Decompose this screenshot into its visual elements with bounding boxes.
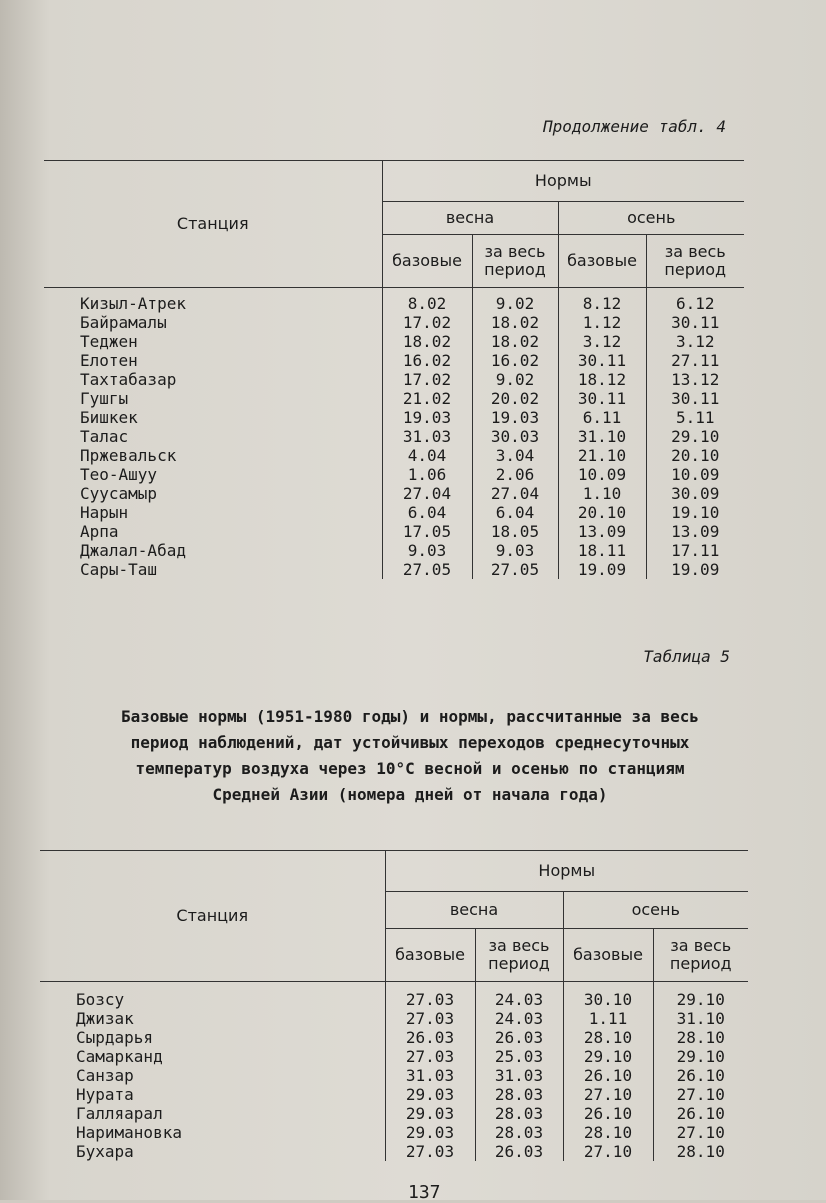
- station-name: Теджен: [80, 332, 138, 351]
- autumn-base-value: 6.11: [558, 408, 646, 427]
- autumn-base-value: 26.10: [563, 1104, 653, 1123]
- spring-base-header: базовые: [385, 929, 475, 982]
- table-row: [40, 1009, 748, 1028]
- station-name: Джалал-Абад: [80, 541, 186, 560]
- autumn-whole-period-value: 27.10: [653, 1085, 748, 1104]
- autumn-whole-period-value: 19.09: [646, 560, 744, 579]
- station-name: Байрамалы: [80, 313, 167, 332]
- station-name: Галляарал: [76, 1104, 163, 1123]
- autumn-header: осень: [558, 202, 744, 235]
- autumn-whole-period-value: 30.09: [646, 484, 744, 503]
- table-row: [44, 522, 744, 541]
- autumn-base-value: 28.10: [563, 1028, 653, 1047]
- autumn-whole-period-value: 20.10: [646, 446, 744, 465]
- spring-header: весна: [385, 892, 563, 929]
- spring-whole-period-value: 27.04: [472, 484, 558, 503]
- spring-base-value: 6.04: [382, 503, 472, 522]
- autumn-whole-period-value: 30.11: [646, 389, 744, 408]
- spring-base-value: 27.03: [385, 1142, 475, 1161]
- autumn-whole-period-value: 19.10: [646, 503, 744, 522]
- spring-base-value: 17.02: [382, 313, 472, 332]
- spring-whole-period-value: 6.04: [472, 503, 558, 522]
- autumn-base-value: 1.11: [563, 1009, 653, 1028]
- autumn-whole-period-value: 27.10: [653, 1123, 748, 1142]
- autumn-base-value: 27.10: [563, 1142, 653, 1161]
- spring-whole-period-value: 20.02: [472, 389, 558, 408]
- spring-whole-period-value: 30.03: [472, 427, 558, 446]
- table-row: [44, 503, 744, 522]
- station-name: Самарканд: [76, 1047, 163, 1066]
- autumn-whole-period-value: 30.11: [646, 313, 744, 332]
- table-row: [40, 1047, 748, 1066]
- station-name: Тахтабазар: [80, 370, 177, 389]
- spring-whole-period-value: 24.03: [475, 982, 563, 1010]
- station-header: Станция: [44, 161, 382, 288]
- spring-base-value: 21.02: [382, 389, 472, 408]
- autumn-base-value: 30.10: [563, 982, 653, 1010]
- station-name: Наримановка: [76, 1123, 182, 1142]
- autumn-whole-period-value: 26.10: [653, 1104, 748, 1123]
- spring-base-value: 19.03: [382, 408, 472, 427]
- spring-whole-period-value: 25.03: [475, 1047, 563, 1066]
- spring-whole-period-value: 24.03: [475, 1009, 563, 1028]
- spring-whole-period-value: 9.02: [472, 288, 558, 314]
- table-row: [40, 1104, 748, 1123]
- autumn-base-value: 20.10: [558, 503, 646, 522]
- table5-label: Таблица 5: [643, 647, 730, 666]
- table-row: [44, 465, 744, 484]
- autumn-base-value: 29.10: [563, 1047, 653, 1066]
- autumn-base-value: 19.09: [558, 560, 646, 579]
- autumn-whole-period-value: 31.10: [653, 1009, 748, 1028]
- spring-base-value: 27.03: [385, 1047, 475, 1066]
- table-row: [44, 408, 744, 427]
- table4: [44, 160, 744, 579]
- table-row: [40, 1066, 748, 1085]
- autumn-whole-period-value: 29.10: [653, 982, 748, 1010]
- table-row: [44, 389, 744, 408]
- autumn-whole-period-header: за весь период: [653, 929, 748, 982]
- spring-whole-period-value: 28.03: [475, 1085, 563, 1104]
- spring-base-value: 31.03: [385, 1066, 475, 1085]
- spring-header: весна: [382, 202, 558, 235]
- spring-base-value: 29.03: [385, 1123, 475, 1142]
- autumn-base-value: 1.12: [558, 313, 646, 332]
- autumn-base-value: 21.10: [558, 446, 646, 465]
- spring-whole-period-value: 18.02: [472, 313, 558, 332]
- table-row: [40, 1028, 748, 1047]
- spring-base-value: 29.03: [385, 1104, 475, 1123]
- spring-base-value: 16.02: [382, 351, 472, 370]
- station-name: Бишкек: [80, 408, 138, 427]
- autumn-whole-period-value: 26.10: [653, 1066, 748, 1085]
- spring-base-value: 18.02: [382, 332, 472, 351]
- page-number: 137: [408, 1182, 441, 1203]
- table-row: [44, 541, 744, 560]
- station-name: Нарын: [80, 503, 129, 522]
- spring-whole-period-value: 3.04: [472, 446, 558, 465]
- station-name: Сырдарья: [76, 1028, 154, 1047]
- station-name: Арпа: [80, 522, 119, 541]
- autumn-whole-period-value: 5.11: [646, 408, 744, 427]
- spring-base-value: 26.03: [385, 1028, 475, 1047]
- table-row: [40, 1085, 748, 1104]
- spring-base-header: базовые: [382, 235, 472, 288]
- spring-base-value: 27.03: [385, 1009, 475, 1028]
- autumn-base-value: 28.10: [563, 1123, 653, 1142]
- autumn-whole-period-header: за весь период: [646, 235, 744, 288]
- spring-whole-period-header: за весь период: [475, 929, 563, 982]
- autumn-base-value: 8.12: [558, 288, 646, 314]
- station-header: Станция: [40, 851, 385, 982]
- spring-whole-period-header: за весь период: [472, 235, 558, 288]
- station-name: Суусамыр: [80, 484, 158, 503]
- table4-continuation-caption: Продолжение табл. 4: [542, 117, 726, 136]
- table-row: [44, 560, 744, 579]
- spring-whole-period-value: 16.02: [472, 351, 558, 370]
- spring-whole-period-value: 26.03: [475, 1142, 563, 1161]
- autumn-base-value: 30.11: [558, 389, 646, 408]
- spring-whole-period-value: 28.03: [475, 1104, 563, 1123]
- autumn-whole-period-value: 3.12: [646, 332, 744, 351]
- table5-title: [40, 704, 780, 808]
- spring-base-value: 4.04: [382, 446, 472, 465]
- autumn-whole-period-value: 13.12: [646, 370, 744, 389]
- autumn-base-value: 30.11: [558, 351, 646, 370]
- station-name: Санзар: [76, 1066, 134, 1085]
- autumn-base-value: 18.12: [558, 370, 646, 389]
- table-row: [40, 1142, 748, 1161]
- table5-title-line: Базовые нормы (1951-1980 годы) и нормы, рассчитанные за весь: [121, 707, 699, 726]
- norms-header: Нормы: [385, 851, 748, 892]
- spring-base-value: 1.06: [382, 465, 472, 484]
- table-row: [44, 484, 744, 503]
- station-name: Бухара: [76, 1142, 134, 1161]
- table-row: [40, 1123, 748, 1142]
- autumn-whole-period-value: 10.09: [646, 465, 744, 484]
- spring-whole-period-value: 18.05: [472, 522, 558, 541]
- table-row: [44, 427, 744, 446]
- table-row: [44, 332, 744, 351]
- autumn-whole-period-value: 17.11: [646, 541, 744, 560]
- station-name: Талас: [80, 427, 129, 446]
- norms-header: Нормы: [382, 161, 744, 202]
- autumn-whole-period-value: 27.11: [646, 351, 744, 370]
- spring-base-value: 27.04: [382, 484, 472, 503]
- station-name: Нурата: [76, 1085, 134, 1104]
- table5-title-line: Средней Азии (номера дней от начала года): [212, 785, 608, 804]
- spring-base-value: 29.03: [385, 1085, 475, 1104]
- station-name: Кизыл-Атрек: [80, 294, 186, 313]
- spring-whole-period-value: 28.03: [475, 1123, 563, 1142]
- autumn-base-header: базовые: [558, 235, 646, 288]
- spring-whole-period-value: 18.02: [472, 332, 558, 351]
- spring-base-value: 8.02: [382, 288, 472, 314]
- station-name: Джизак: [76, 1009, 134, 1028]
- table-row: [44, 288, 744, 314]
- station-name: Тео-Ашуу: [80, 465, 158, 484]
- table-row: [40, 982, 748, 1010]
- spring-base-value: 31.03: [382, 427, 472, 446]
- autumn-whole-period-value: 28.10: [653, 1142, 748, 1161]
- autumn-base-value: 27.10: [563, 1085, 653, 1104]
- autumn-whole-period-value: 29.10: [653, 1047, 748, 1066]
- autumn-base-value: 1.10: [558, 484, 646, 503]
- spring-base-value: 17.05: [382, 522, 472, 541]
- spring-whole-period-value: 9.03: [472, 541, 558, 560]
- table-row: [44, 446, 744, 465]
- autumn-base-value: 10.09: [558, 465, 646, 484]
- autumn-whole-period-value: 28.10: [653, 1028, 748, 1047]
- spring-base-value: 9.03: [382, 541, 472, 560]
- spring-whole-period-value: 31.03: [475, 1066, 563, 1085]
- autumn-base-value: 18.11: [558, 541, 646, 560]
- station-name: Гушгы: [80, 389, 129, 408]
- spring-base-value: 27.03: [385, 982, 475, 1010]
- autumn-base-header: базовые: [563, 929, 653, 982]
- station-name: Сары-Таш: [80, 560, 158, 579]
- table5-title-line: период наблюдений, дат устойчивых переходов среднесуточных: [130, 733, 690, 752]
- station-name: Елотен: [80, 351, 138, 370]
- spring-whole-period-value: 9.02: [472, 370, 558, 389]
- spring-base-value: 27.05: [382, 560, 472, 579]
- autumn-base-value: 26.10: [563, 1066, 653, 1085]
- station-name: Пржевальск: [80, 446, 177, 465]
- autumn-whole-period-value: 6.12: [646, 288, 744, 314]
- autumn-base-value: 13.09: [558, 522, 646, 541]
- spring-whole-period-value: 19.03: [472, 408, 558, 427]
- spring-whole-period-value: 26.03: [475, 1028, 563, 1047]
- autumn-whole-period-value: 29.10: [646, 427, 744, 446]
- autumn-base-value: 3.12: [558, 332, 646, 351]
- spring-whole-period-value: 27.05: [472, 560, 558, 579]
- spring-base-value: 17.02: [382, 370, 472, 389]
- table5-title-line: температур воздуха через 10°С весной и осенью по станциям: [135, 759, 685, 778]
- table5: [40, 850, 748, 1161]
- table-row: [44, 313, 744, 332]
- table-row: [44, 370, 744, 389]
- station-name: Бозсу: [76, 990, 125, 1009]
- autumn-header: осень: [563, 892, 748, 929]
- autumn-whole-period-value: 13.09: [646, 522, 744, 541]
- autumn-base-value: 31.10: [558, 427, 646, 446]
- table-row: [44, 351, 744, 370]
- spring-whole-period-value: 2.06: [472, 465, 558, 484]
